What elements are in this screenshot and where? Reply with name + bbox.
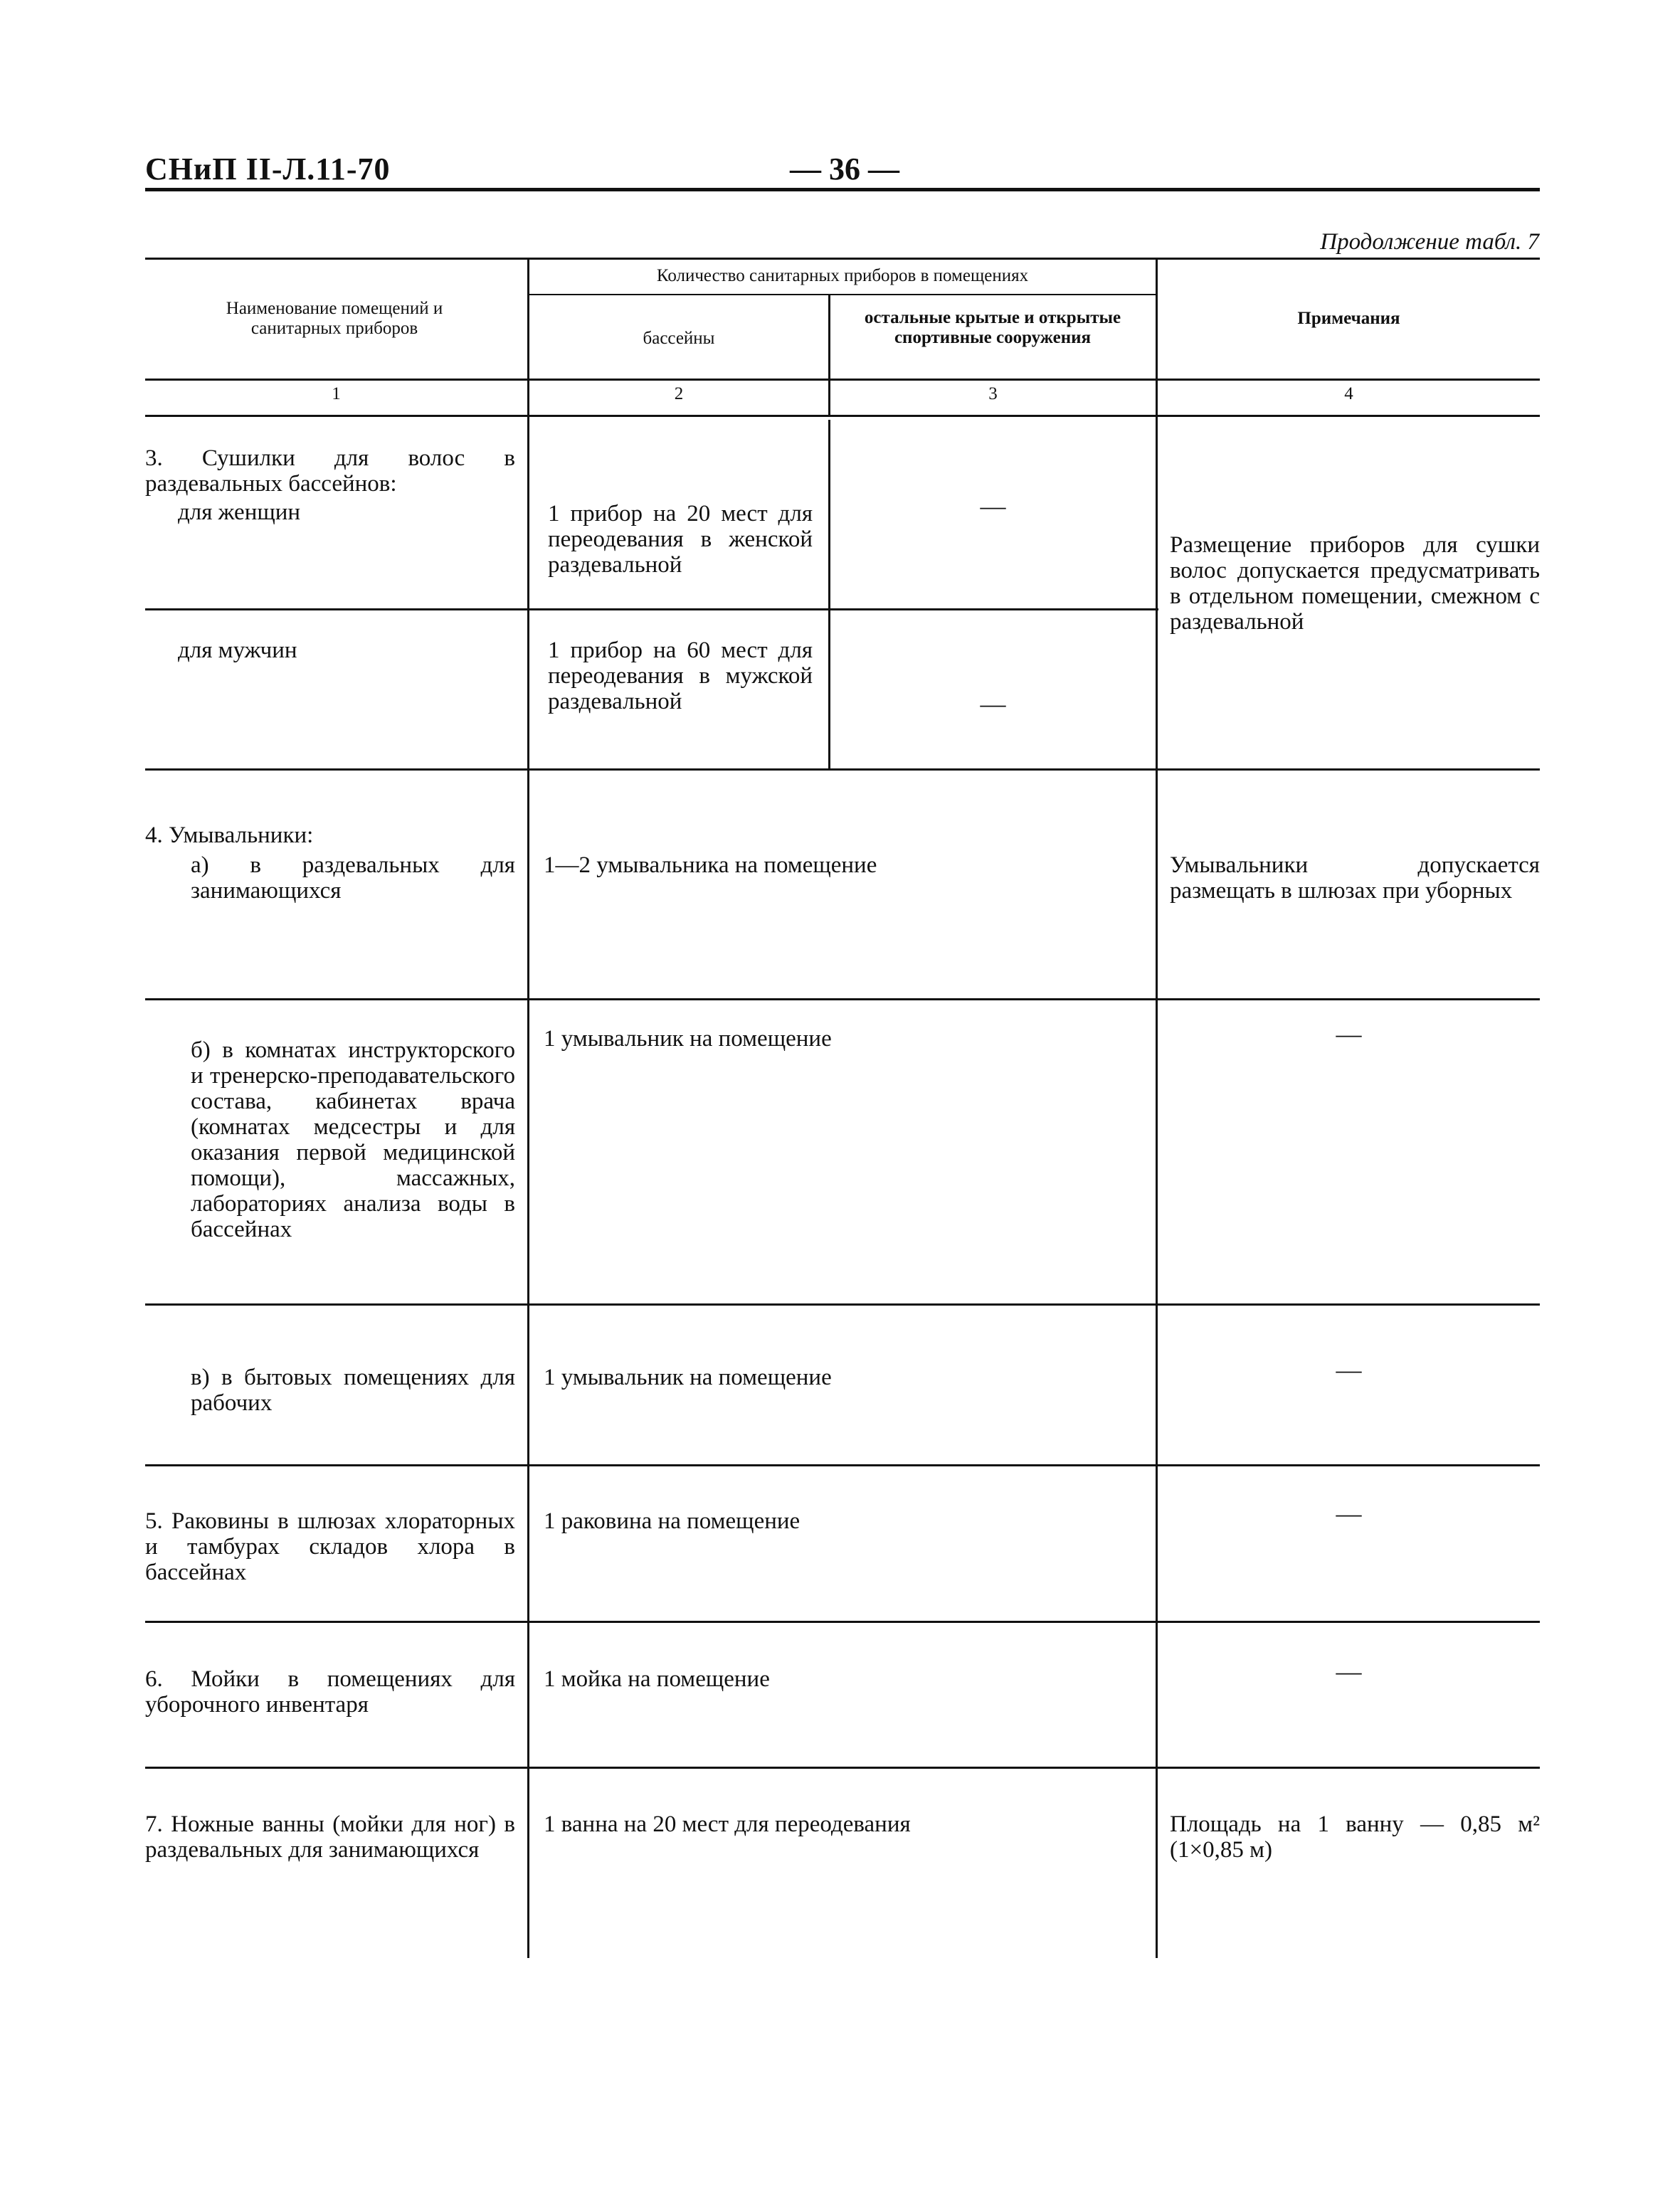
rule-colnum-bottom <box>145 415 1540 417</box>
row4b-label: б) в комнатах инструкторского и тренерско-преподавательского состава, кабинетах врача (комнатах медсестры и для оказания первой медицинской помощи), массажных, лабораториях анализа воды в бассейнах <box>191 1037 515 1242</box>
rule-r6-bottom <box>145 1767 1540 1769</box>
row5-label: 5. Раковины в шлюзах хлораторных и тамбурах складов хлора в бассейнах <box>145 1508 515 1585</box>
row3-women-col3: — <box>980 492 1006 520</box>
rule-header-bottom <box>145 379 1540 381</box>
row4b-col2: 1 умывальник на помещение <box>544 1026 832 1052</box>
row4-title: 4. Умывальники: <box>145 822 314 848</box>
header-col3: остальные крытые и открытые спортивные сооружения <box>864 308 1121 347</box>
row4c-label: в) в бытовых помещениях для рабочих <box>191 1365 515 1416</box>
row4a-note: Умывальники допускается размещать в шлюзах при уборных <box>1170 852 1540 904</box>
colnum-2: 2 <box>674 384 684 403</box>
row3-men-col2: 1 прибор на 60 мест для переодевания в мужской раздевальной <box>548 637 813 714</box>
header-col2: бассейны <box>643 329 715 348</box>
header-rule <box>145 188 1540 191</box>
colnum-4: 4 <box>1344 384 1353 403</box>
document-code: СНиП II-Л.11-70 <box>145 152 391 186</box>
row7-note: Площадь на 1 ванну — 0,85 м² (1×0,85 м) <box>1170 1811 1540 1863</box>
rule-r3-bottom <box>145 768 1540 771</box>
header-col4: Примечания <box>1297 309 1400 328</box>
row4c-note: — <box>1336 1355 1362 1384</box>
row4a-label: а) в раздевальных для занимающихся <box>191 852 515 904</box>
row3-men-col3: — <box>980 689 1006 718</box>
vrule-1 <box>527 258 529 1958</box>
rule-r4a-bottom <box>145 998 1540 1000</box>
row3-women-label: для женщин <box>178 499 301 525</box>
row4a-col2: 1—2 умывальника на помещение <box>544 852 877 878</box>
rule-top <box>145 258 1540 260</box>
header-group: Количество санитарных приборов в помещениях <box>656 266 1029 285</box>
row4b-note: — <box>1336 1020 1362 1048</box>
row4c-col2: 1 умывальник на помещение <box>544 1365 832 1390</box>
row3-note: Размещение приборов для сушки волос допускается предусматривать в отдельном помещении, смежном с раздевальной <box>1170 532 1540 635</box>
vrule-3 <box>1156 258 1158 1958</box>
row3-women-col2: 1 прибор на 20 мест для переодевания в женской раздевальной <box>548 501 813 578</box>
rule-r3-split <box>145 608 1158 610</box>
colnum-3: 3 <box>988 384 998 403</box>
row3-men-label: для мужчин <box>178 637 297 663</box>
header-col1: Наименование помещений и санитарных приборов <box>226 299 443 338</box>
row5-col2: 1 раковина на помещение <box>544 1508 801 1534</box>
table-continuation-caption: Продолжение табл. 7 <box>1320 229 1539 255</box>
page-number: — 36 — <box>790 152 899 186</box>
row7-label: 7. Ножные ванны (мойки для ног) в раздевальных для занимающихся <box>145 1811 515 1863</box>
rule-r4c-bottom <box>145 1464 1540 1466</box>
rule-group <box>529 294 1156 295</box>
row6-col2: 1 мойка на помещение <box>544 1666 770 1692</box>
colnum-1: 1 <box>332 384 341 403</box>
row3-title: 3. Сушилки для волос в раздевальных бассейнов: <box>145 445 515 497</box>
rule-r4b-bottom <box>145 1303 1540 1306</box>
row5-note: — <box>1336 1499 1362 1528</box>
row6-label: 6. Мойки в помещениях для уборочного инвентаря <box>145 1666 515 1718</box>
row6-note: — <box>1336 1657 1362 1686</box>
rule-r5-bottom <box>145 1621 1540 1623</box>
row7-col2: 1 ванна на 20 мест для переодевания <box>544 1811 911 1837</box>
